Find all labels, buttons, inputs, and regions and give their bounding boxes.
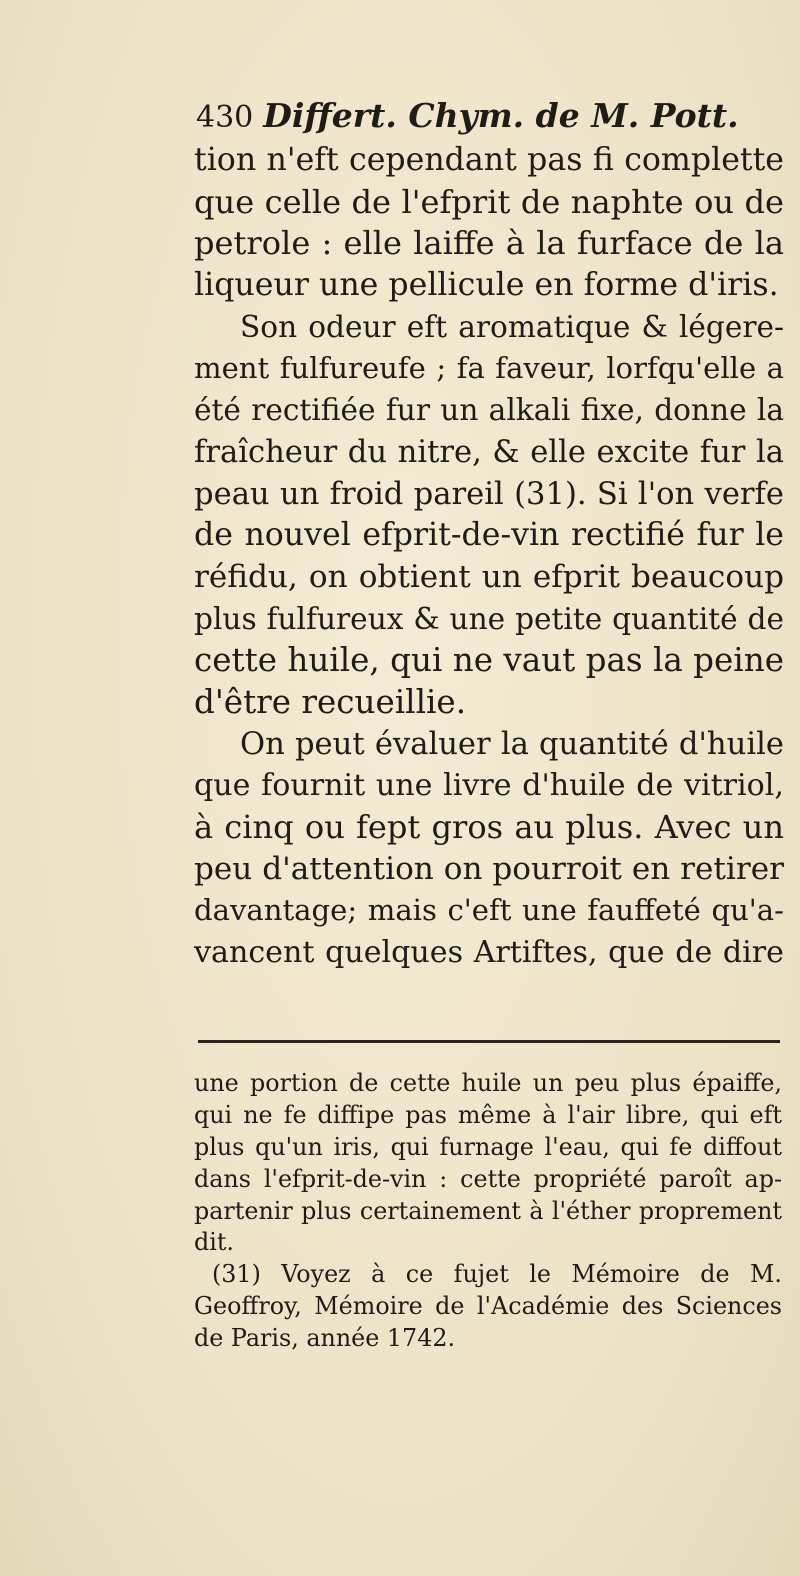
text-line: peu d'attention on pourroit en retirer xyxy=(194,850,784,887)
text-line: Son odeur eft aromatique & légere- xyxy=(240,309,784,344)
main-text xyxy=(194,140,784,974)
text-line: plus fulfureux & une petite quantité de xyxy=(194,601,784,636)
text-line: été rectifiée fur un alkali fixe, donne la xyxy=(194,393,784,428)
footnote-line: partenir plus certainement à l'éther proprement xyxy=(194,1196,782,1225)
footnote-line: dans l'efprit-de-vin : cette propriété paroît ap- xyxy=(194,1164,782,1193)
footnote-line: plus qu'un iris, qui furnage l'eau, qui fe diffout xyxy=(194,1132,782,1161)
text-line: à cinq ou fept gros au plus. Avec un xyxy=(194,808,784,846)
text-line: d'être recueillie. xyxy=(194,682,467,721)
text-line: réfidu, on obtient un efprit beaucoup xyxy=(194,558,784,595)
footnotes xyxy=(194,1068,782,1355)
text-line: tion n'eft cependant pas fi complette xyxy=(194,142,784,178)
footnote-line: qui ne fe diffipe pas même à l'air libre, qui eft xyxy=(194,1100,782,1129)
page-header xyxy=(196,96,739,142)
footnote-line: dit. xyxy=(194,1228,234,1257)
text-line: fraîcheur du nitre, & elle excite fur la xyxy=(194,434,784,470)
footnote-line: (31) Voyez à ce fujet le Mémoire de M. xyxy=(212,1260,782,1289)
page-number: 430 xyxy=(196,100,254,135)
footnote-divider xyxy=(198,1040,780,1043)
text-line: ment fulfureufe ; fa faveur, lorfqu'elle a xyxy=(194,351,784,386)
text-line: liqueur une pellicule en forme d'iris. xyxy=(194,267,779,304)
text-line: On peut évaluer la quantité d'huile xyxy=(240,726,784,762)
text-line: que celle de l'efprit de naphte ou de xyxy=(194,182,784,221)
footnote-line: de Paris, année 1742. xyxy=(194,1324,456,1353)
text-line: peau un froid pareil (31). Si l'on verfe xyxy=(194,476,784,512)
text-line: que fournit une livre d'huile de vitriol, xyxy=(194,768,784,804)
text-line: de nouvel efprit-de-vin rectifié fur le xyxy=(194,517,784,554)
footnote-line: Geoffroy, Mémoire de l'Académie des Sciences xyxy=(194,1292,782,1321)
text-line: davantage; mais c'eft une fauffeté qu'a- xyxy=(194,893,784,928)
running-title: Differt. Chym. de M. Pott. xyxy=(263,96,739,135)
text-line: vancent quelques Artiftes, que de dire xyxy=(194,935,784,971)
text-line: cette huile, qui ne vaut pas la peine xyxy=(194,641,784,680)
footnote-line: une portion de cette huile un peu plus épaiffe, xyxy=(194,1069,782,1097)
text-line: petrole : elle laiffe à la furface de la xyxy=(194,224,784,263)
